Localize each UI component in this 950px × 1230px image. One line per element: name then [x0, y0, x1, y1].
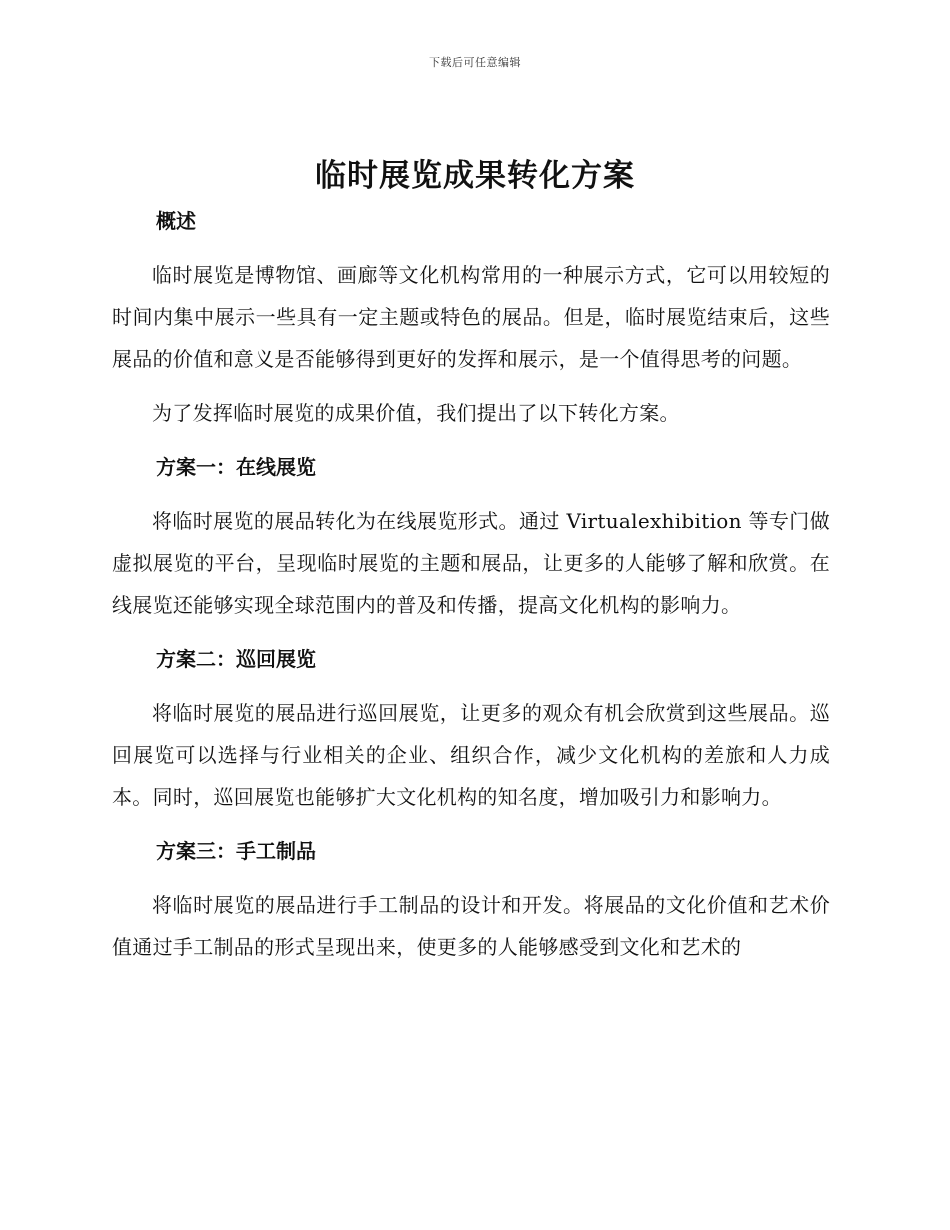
paragraph-overview-1: 临时展览是博物馆、画廊等文化机构常用的一种展示方式，它可以用较短的时间内集中展示一些具有一定主题或特色的展品。但是，临时展览结束后，这些展品的价值和意义是否能够得到更好的发挥和展示，是一个值得思考的问题。	[112, 263, 830, 371]
paragraph-plan-1: 将临时展览的展品转化为在线展览形式。通过 Virtualexhibition 等专门做虚拟展览的平台，呈现临时展览的主题和展品，让更多的人能够了解和欣赏。在线展览还能够实现全球范围内的普及和传播，提高文化机构的影响力。	[112, 509, 830, 617]
paragraph-plan-2: 将临时展览的展品进行巡回展览，让更多的观众有机会欣赏到这些展品。巡回展览可以选择与行业相关的企业、组织合作，减少文化机构的差旅和人力成本。同时，巡回展览也能够扩大文化机构的知名度，增加吸引力和影响力。	[112, 701, 830, 809]
document-body	[112, 200, 830, 980]
paragraph-plan-3: 将临时展览的展品进行手工制品的设计和开发。将展品的文化价值和艺术价值通过手工制品的形式呈现出来，使更多的人能够感受到文化和艺术的	[112, 893, 830, 959]
section-heading-plan-2: 方案二：巡回展览	[156, 647, 316, 671]
section-heading-overview: 概述	[156, 209, 196, 233]
document-title: 临时展览成果转化方案	[315, 158, 635, 194]
section-heading-plan-3: 方案三：手工制品	[156, 839, 316, 863]
section-heading-plan-1: 方案一：在线展览	[156, 455, 316, 479]
paragraph-overview-2: 为了发挥临时展览的成果价值，我们提出了以下转化方案。	[152, 401, 680, 425]
header-note: 下载后可任意编辑	[429, 56, 521, 69]
